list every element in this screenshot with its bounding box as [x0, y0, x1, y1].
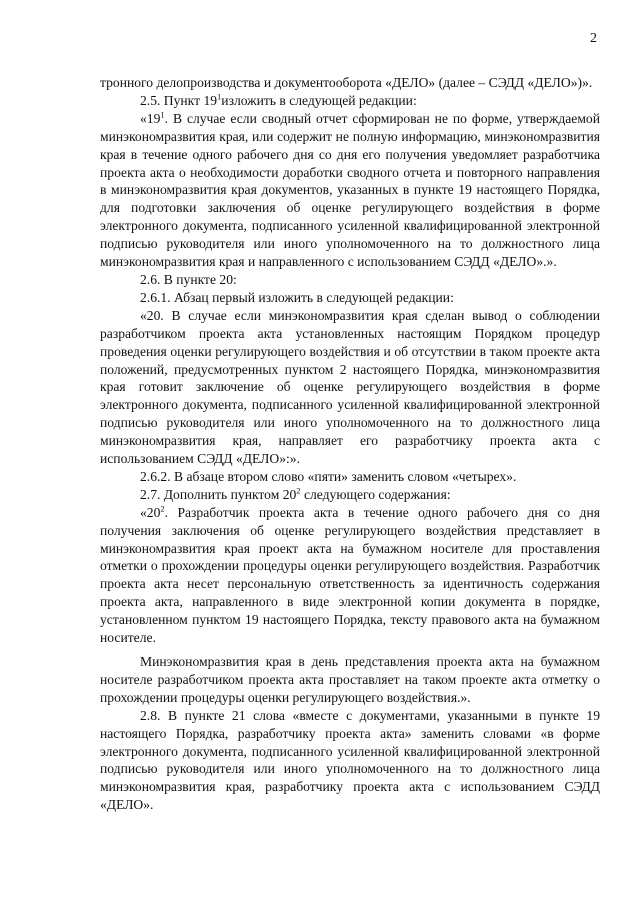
paragraph-p6: [100, 307, 600, 468]
superscript: 2: [296, 485, 301, 496]
superscript: 1: [217, 91, 222, 102]
superscript: 1: [160, 109, 165, 120]
paragraph-text: Минэкономразвития края в день представления проекта акта на бумажном носителе разработчиком проекта акта проставляет на таком проекте акта отметку о прохождении процедуры оценки регулирующего воздействия.».: [100, 654, 600, 705]
paragraph-text: . Разработчик проекта акта в течение одного рабочего дня со дня получения заключения об оценке регулирующего воздействия представляет в минэкономразвития края проект акта на бумажном носителе для проставления отметки о прохождении процедуры оценки регулирующего воздействия. Разработчик проекта акта несет персональную ответственность за идентичность содержания проекта акта, направленного в виде электронной копии документа в порядке, установленном пунктом 19 настоящего Порядка, тексту правового акта на бумажном носителе.: [100, 504, 600, 646]
paragraph-text: «20: [140, 504, 161, 520]
page-number: 2: [590, 31, 597, 46]
paragraph-p7: [100, 468, 600, 486]
paragraph-p3: [100, 110, 600, 271]
paragraph-p8: [100, 486, 600, 504]
paragraph-text: 2.6.2. В абзаце втором слово «пяти» заменить словом «четырех».: [140, 468, 517, 484]
paragraph-text: 2.6. В пункте 20:: [140, 271, 237, 287]
paragraph-text: 2.6.1. Абзац первый изложить в следующей редакции:: [140, 289, 454, 305]
paragraph-text: изложить в следующей редакции:: [221, 92, 417, 108]
paragraph-p9: [100, 504, 600, 647]
paragraph-p5: [100, 289, 600, 307]
paragraph-p10: [100, 653, 600, 707]
paragraph-text: 2.7. Дополнить пунктом 20: [140, 486, 297, 502]
paragraph-text: следующего содержания:: [300, 486, 451, 502]
document-body: [100, 74, 600, 814]
paragraph-p1: [100, 74, 600, 92]
paragraph-p2: [100, 92, 600, 110]
superscript: 2: [160, 503, 165, 514]
paragraph-text: тронного делопроизводства и документооборота «ДЕЛО» (далее – СЭДД «ДЕЛО»)».: [100, 75, 593, 90]
paragraph-text: 2.8. В пункте 21 слова «вместе с документами, указанными в пункте 19 настоящего Порядка, разработчику проекта акта» заменить словами «в форме электронного документа, подписанного усиленной квалифицированной электронной подписью руководителя или иного уполномоченного на то должностного лица минэкономразвития края, разработчику проекта акта с использованием СЭДД «ДЕЛО».: [100, 707, 600, 813]
paragraph-p11: [100, 707, 600, 814]
paragraph-text: 2.5. Пункт 19: [140, 92, 218, 108]
paragraph-text: . В случае если сводный отчет сформирован не по форме, утверждаемой минэкономразвития края, или содержит не полную информацию, минэкономразвития края в течение одного рабочего дня со дня его получения уведомляет разработчика проекта акта о необходимости доработки сводного отчета и повторного направления в минэкономразвития края документов, указанных в пункте 19 настоящего Порядка, для подготовки заключения об оценке регулирующего воздействия в форме электронного документа, подписанного усиленной квалифицированной электронной подписью руководителя или иного уполномоченного на то должностного лица минэкономразвития края и направленного с использованием СЭДД «ДЕЛО».».: [100, 110, 600, 270]
paragraph-p4: [100, 271, 600, 289]
paragraph-text: «20. В случае если минэкономразвития края сделан вывод о соблюдении разработчиком проекта акта установленных настоящим Порядком процедур проведения оценки регулирующего воздействия и об отсутствии в таком проекте акта положений, предусмотренных пунктом 2 настоящего Порядка, минэкономразвития края готовит заключение об оценке регулирующего воздействия в форме электронного документа, подписанного усиленной квалифицированной электронной подписью руководителя или иного уполномоченного на то должностного лица минэкономразвития края, направляет его разработчику проекта акта с использованием СЭДД «ДЕЛО»:».: [100, 307, 600, 467]
paragraph-text: «19: [140, 110, 161, 126]
